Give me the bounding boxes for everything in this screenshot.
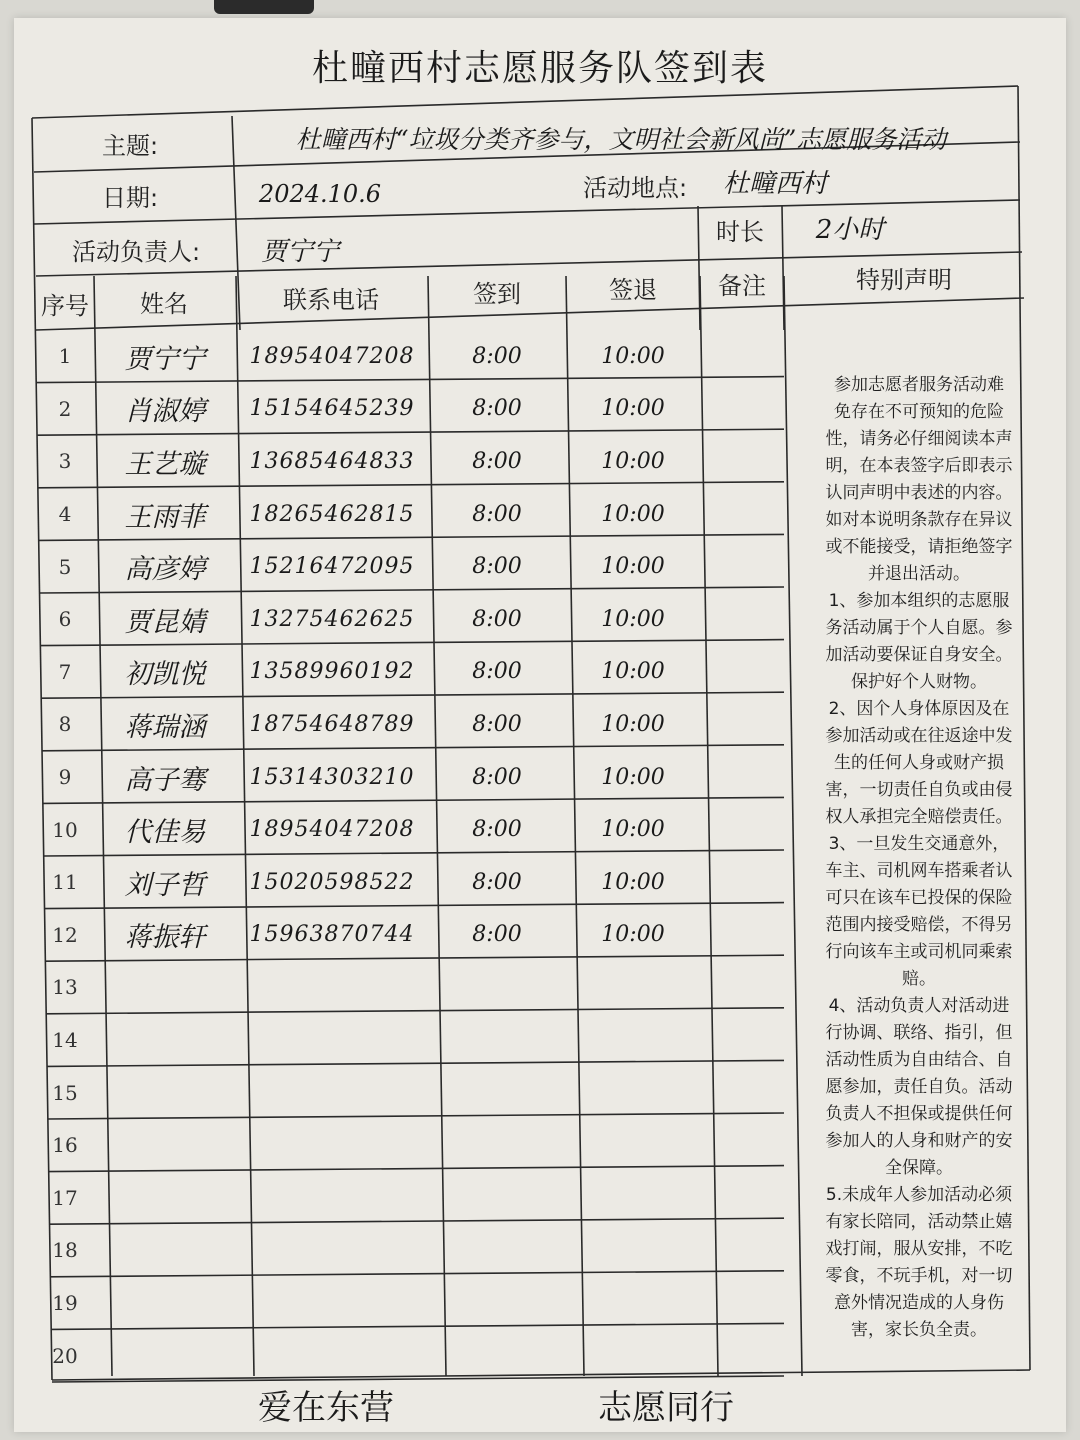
statement-line: 全保障。 — [885, 1158, 953, 1178]
statement-line: 愿参加，责任自负。活动 — [825, 1077, 1013, 1097]
row-number: 15 — [52, 1080, 78, 1105]
duration-label: 时长 — [716, 217, 764, 246]
statement-line: 可只在该车已投保的保险 — [825, 888, 1013, 908]
phone-cell: 15216472095 — [249, 554, 415, 580]
statement-line: 权人承担完全赔偿责任。 — [825, 807, 1013, 827]
statement-line: 参加人的人身和财产的安 — [825, 1131, 1013, 1151]
phone-cell — [236, 1224, 428, 1277]
statement-line: 赔。 — [902, 969, 936, 989]
checkin-cell — [428, 1329, 566, 1382]
phone-cell: 15020598522 — [249, 869, 415, 895]
row-number: 12 — [52, 922, 78, 947]
checkout-cell: 10:00 — [601, 554, 665, 580]
statement-line: 范围内接受赔偿，不得另 — [825, 915, 1013, 935]
col-statement: 特别声明 — [856, 265, 952, 294]
phone-cell: 13589960192 — [249, 659, 415, 685]
phone-cell: 15314303210 — [249, 764, 415, 790]
row-number: 8 — [58, 712, 72, 737]
statement-line: 参加活动或在往返途中发 — [825, 726, 1013, 746]
row-number: 11 — [52, 870, 78, 895]
row-number: 13 — [52, 975, 78, 1000]
statement-line: 活动性质为自由结合、自 — [825, 1050, 1013, 1070]
statement-line: 行向该车主或司机同乘索 — [825, 942, 1013, 962]
col-phone: 联系电话 — [283, 285, 379, 314]
statement-line: 务活动属于个人自愿。参 — [825, 618, 1013, 638]
row-number: 19 — [52, 1291, 78, 1316]
phone-cell — [236, 1014, 428, 1067]
row-number: 3 — [58, 449, 72, 474]
checkin-cell: 8:00 — [472, 817, 522, 843]
row-number: 10 — [52, 817, 78, 842]
checkout-cell: 10:00 — [601, 711, 665, 737]
checkout-cell: 10:00 — [601, 448, 665, 474]
checkout-cell — [566, 1329, 700, 1382]
statement-line: 明，在本表签字后即表示 — [825, 456, 1013, 476]
statement-line: 意外情况造成的人身伤 — [834, 1293, 1004, 1313]
checkin-cell: 8:00 — [472, 606, 522, 632]
phone-cell: 18265462815 — [249, 501, 415, 527]
statement-line: 参加志愿者服务活动难 — [834, 375, 1004, 395]
statement-line: 害，一切责任自负或由侵 — [825, 780, 1013, 800]
name-cell: 贾昆婧 — [124, 606, 206, 638]
checkin-cell: 8:00 — [472, 764, 522, 790]
checkout-cell — [566, 1066, 700, 1119]
name-cell — [94, 1329, 236, 1382]
checkin-cell: 8:00 — [472, 659, 522, 685]
statement-line: 生的任何人身或财产损 — [834, 753, 1004, 773]
phone-cell — [236, 1172, 428, 1225]
name-cell: 贾宁宁 — [124, 343, 206, 375]
checkout-cell — [566, 961, 700, 1014]
date-label: 日期: — [101, 183, 159, 212]
col-name: 姓名 — [140, 289, 188, 318]
name-cell — [94, 1014, 236, 1067]
name-cell: 初凯悦 — [124, 659, 206, 691]
statement-line: 性，请务必仔细阅读本声 — [825, 429, 1013, 449]
checkout-cell: 10:00 — [601, 501, 665, 527]
statement-line: 3、一旦发生交通意外， — [828, 834, 1010, 854]
row-number: 16 — [52, 1133, 78, 1158]
statement-line: 车主、司机网车搭乘者认 — [825, 861, 1013, 881]
checkout-cell: 10:00 — [601, 659, 665, 685]
checkin-cell — [428, 1224, 566, 1277]
phone-cell: 18954047208 — [249, 817, 415, 843]
phone-cell — [236, 1066, 428, 1119]
checkin-cell: 8:00 — [472, 711, 522, 737]
row-number: 17 — [52, 1185, 78, 1210]
row-number: 4 — [58, 502, 72, 527]
name-cell: 肖淑婷 — [124, 396, 206, 428]
col-checkin: 签到 — [473, 279, 521, 308]
leader-value: 贾宁宁 — [260, 236, 339, 267]
statement-line: 1、参加本组织的志愿服 — [828, 591, 1010, 611]
row-number: 1 — [58, 344, 72, 369]
statement-line: 如对本说明条款存在异议 — [825, 510, 1013, 530]
checkin-cell: 8:00 — [472, 501, 522, 527]
checkin-cell — [428, 1119, 566, 1172]
row-number: 6 — [58, 607, 72, 632]
checkout-cell: 10:00 — [601, 922, 665, 948]
phone-cell — [236, 1277, 428, 1330]
checkout-cell: 10:00 — [601, 606, 665, 632]
statement-line: 2、因个人身体原因及在 — [828, 699, 1010, 719]
row-number: 7 — [58, 659, 72, 684]
checkin-cell — [428, 1014, 566, 1067]
checkout-cell: 10:00 — [601, 764, 665, 790]
phone-cell: 13275462625 — [249, 606, 415, 632]
statement-line: 5.未成年人参加活动必须 — [825, 1185, 1013, 1205]
phone-cell: 15154645239 — [249, 396, 415, 422]
statement-line: 加活动要保证自身安全。 — [825, 645, 1013, 665]
name-cell — [94, 1172, 236, 1225]
statement-line: 或不能接受，请拒绝签字 — [825, 537, 1013, 557]
name-cell: 蒋振轩 — [124, 922, 206, 954]
checkin-cell — [428, 1066, 566, 1119]
row-number: 2 — [58, 396, 72, 421]
col-note: 备注 — [718, 271, 766, 300]
phone-cell: 13685464833 — [249, 448, 415, 474]
checkout-cell: 10:00 — [601, 817, 665, 843]
footer-left: 爱在东营 — [258, 1388, 394, 1428]
duration-value: 2小时 — [815, 214, 885, 245]
name-cell — [94, 1277, 236, 1330]
phone-cell — [236, 1329, 428, 1382]
phone-cell — [236, 1119, 428, 1172]
theme-label: 主题: — [101, 131, 159, 160]
name-cell — [94, 1119, 236, 1172]
phone-cell: 15963870744 — [249, 922, 415, 948]
row-number: 18 — [52, 1238, 78, 1263]
phone-cell — [236, 961, 428, 1014]
name-cell: 代佳易 — [124, 817, 206, 849]
checkin-cell: 8:00 — [472, 396, 522, 422]
checkout-cell — [566, 1119, 700, 1172]
phone-cell: 18754648789 — [249, 711, 415, 737]
checkin-cell: 8:00 — [472, 448, 522, 474]
checkout-cell: 10:00 — [601, 869, 665, 895]
statement-line: 害，家长负全责。 — [851, 1320, 987, 1340]
checkin-cell: 8:00 — [472, 869, 522, 895]
location-label: 活动地点: — [582, 173, 688, 202]
statement-line: 零食，不玩手机，对一切 — [825, 1266, 1013, 1286]
checkin-cell: 8:00 — [472, 343, 522, 369]
name-cell: 刘子哲 — [124, 869, 206, 901]
checkout-cell — [566, 1172, 700, 1225]
statement-line: 认同声明中表述的内容。 — [825, 483, 1013, 503]
checkin-cell: 8:00 — [472, 554, 522, 580]
row-number: 20 — [52, 1343, 78, 1368]
location-value: 杜疃西村 — [722, 168, 827, 199]
checkin-cell — [428, 1277, 566, 1330]
statement-line: 并退出活动。 — [868, 564, 970, 584]
checkin-cell: 8:00 — [472, 922, 522, 948]
statement-line: 行协调、联络、指引，但 — [825, 1023, 1013, 1043]
statement-line: 4、活动负责人对活动进 — [828, 996, 1010, 1016]
row-number: 5 — [58, 554, 72, 579]
col-no: 序号 — [41, 291, 89, 320]
name-cell: 高彦婷 — [124, 554, 206, 586]
name-cell — [94, 961, 236, 1014]
checkin-cell — [428, 961, 566, 1014]
special-statement — [796, 372, 1042, 1344]
statement-line: 保护好个人财物。 — [851, 672, 987, 692]
col-checkout: 签退 — [609, 275, 657, 304]
name-cell — [94, 1224, 236, 1277]
checkout-cell — [566, 1014, 700, 1067]
leader-label: 活动负责人: — [71, 237, 201, 266]
statement-line: 负责人不担保或提供任何 — [825, 1104, 1013, 1124]
name-cell: 王艺璇 — [124, 448, 206, 480]
checkout-cell — [566, 1224, 700, 1277]
date-value: 2024.10.6 — [258, 180, 382, 208]
row-number: 9 — [58, 765, 72, 790]
name-cell: 蒋瑞涵 — [124, 711, 206, 743]
statement-line: 戏打闹，服从安排，不吃 — [825, 1239, 1013, 1259]
name-cell — [94, 1066, 236, 1119]
name-cell: 王雨菲 — [124, 501, 206, 533]
phone-cell: 18954047208 — [249, 343, 415, 369]
checkout-cell: 10:00 — [601, 343, 665, 369]
page-title: 杜疃西村志愿服务队签到表 — [311, 48, 768, 89]
name-cell: 高子骞 — [124, 764, 206, 796]
footer-right: 志愿同行 — [598, 1388, 734, 1428]
checkout-cell — [566, 1277, 700, 1330]
checkin-cell — [428, 1172, 566, 1225]
checkout-cell: 10:00 — [601, 396, 665, 422]
row-number: 14 — [52, 1028, 78, 1053]
theme-value: 杜疃西村“垃圾分类齐参与，文明社会新风尚”志愿服务活动 — [295, 125, 947, 154]
statement-line: 免存在不可预知的危险 — [834, 402, 1004, 422]
statement-line: 有家长陪同，活动禁止嬉 — [825, 1212, 1013, 1232]
